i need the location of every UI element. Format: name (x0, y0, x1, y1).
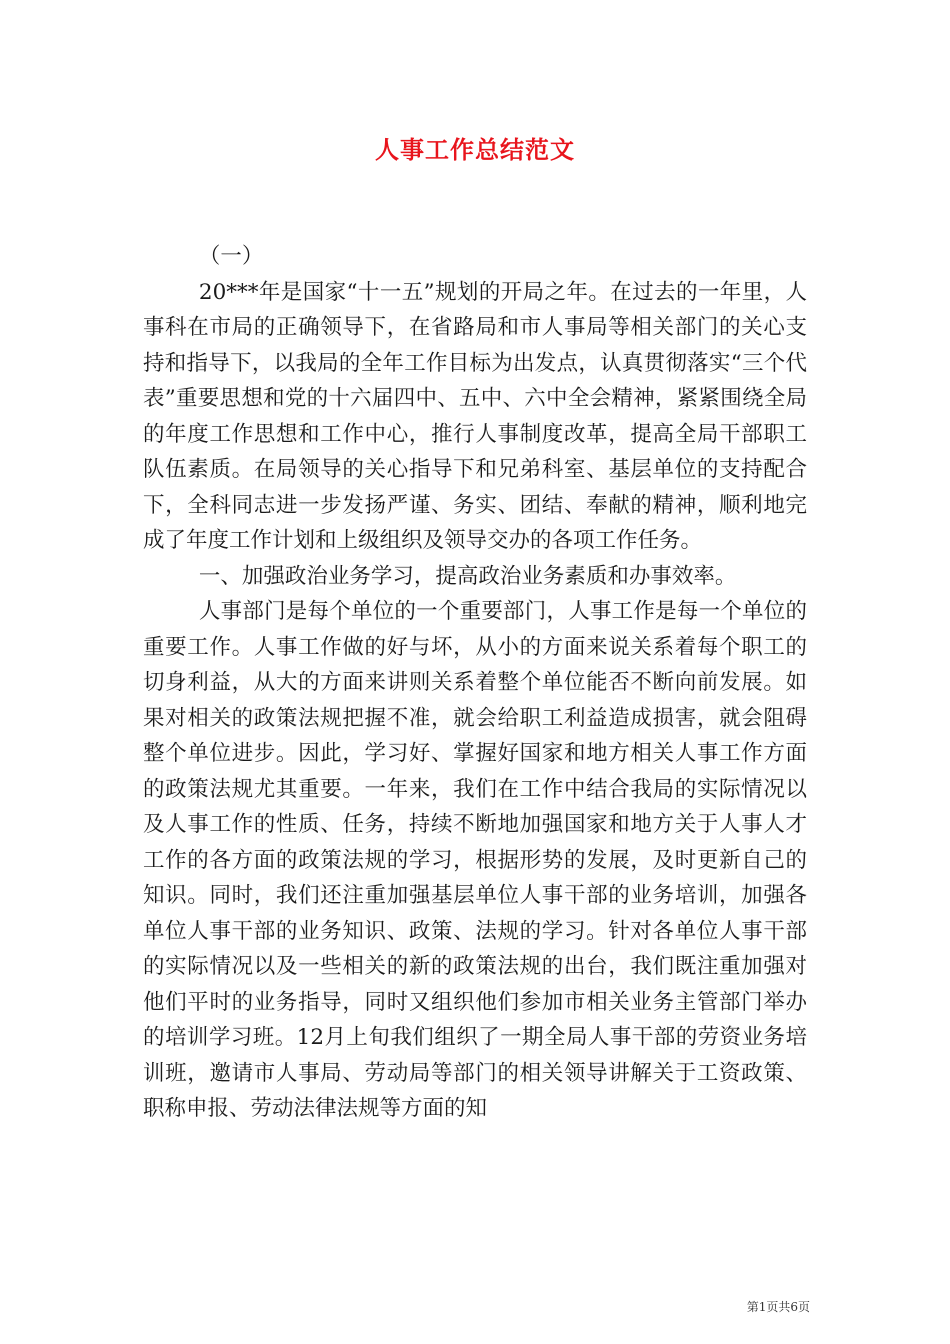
document-title: 人事工作总结范文 (375, 135, 575, 164)
paragraph-section-marker: （一） (198, 244, 264, 269)
document-body (143, 239, 807, 1127)
page-number: 第1页共6页 (746, 1300, 810, 1314)
paragraph-heading-1: 一、加强政治业务学习，提高政治业务素质和办事效率。 (198, 563, 737, 589)
paragraph-body-1: 人事部门是每个单位的一个重要部门，人事工作是每一个单位的重要工作。人事工作做的好与坏，从小的方面来说关系着每个职工的切身利益，从大的方面来讲则关系着整个单位能否不断向前发展。如果对相关的政策法规把握不准，就会给职工利益造成损害，就会阻碍整个单位进步。因此，学习好、掌握好国家和地方相关人事工作方面的政策法规尤其重要。一年来，我们在工作中结合我局的实际情况以及人事工作的性质、任务，持续不断地加强国家和地方关于人事人才工作的各方面的政策法规的学习，根据形势的发展，及时更新自己的知识。同时，我们还注重加强基层单位人事干部的业务培训，加强各单位人事干部的业务知识、政策、法规的学习。针对各单位人事干部的实际情况以及一些相关的新的政策法规的出台，我们既注重加强对他们平时的业务指导，同时又组织他们参加市相关业务主管部门举办的培训学习班。12月上旬我们组织了一期全局人事干部的劳资业务培训班，邀请市人事局、劳动局等部门的相关领导讲解关于工资政策、职称申报、劳动法律法规等方面的知 (143, 599, 807, 1121)
paragraph-intro: 20***年是国家“十一五”规划的开局之年。在过去的一年里，人事科在市局的正确领导下，在省路局和市人事局等相关部门的关心支持和指导下，以我局的全年工作目标为出发点，认真贯彻落实“三个代表”重要思想和党的十六届四中、五中、六中全会精神，紧紧围绕全局的年度工作思想和工作中心，推行人事制度改革，提高全局干部职工队伍素质。在局领导的关心指导下和兄弟科室、基层单位的支持配合下，全科同志进一步发扬严谨、务实、团结、奉献的精神，顺利地完成了年度工作计划和上级组织及领导交办的各项工作任务。 (143, 279, 807, 553)
